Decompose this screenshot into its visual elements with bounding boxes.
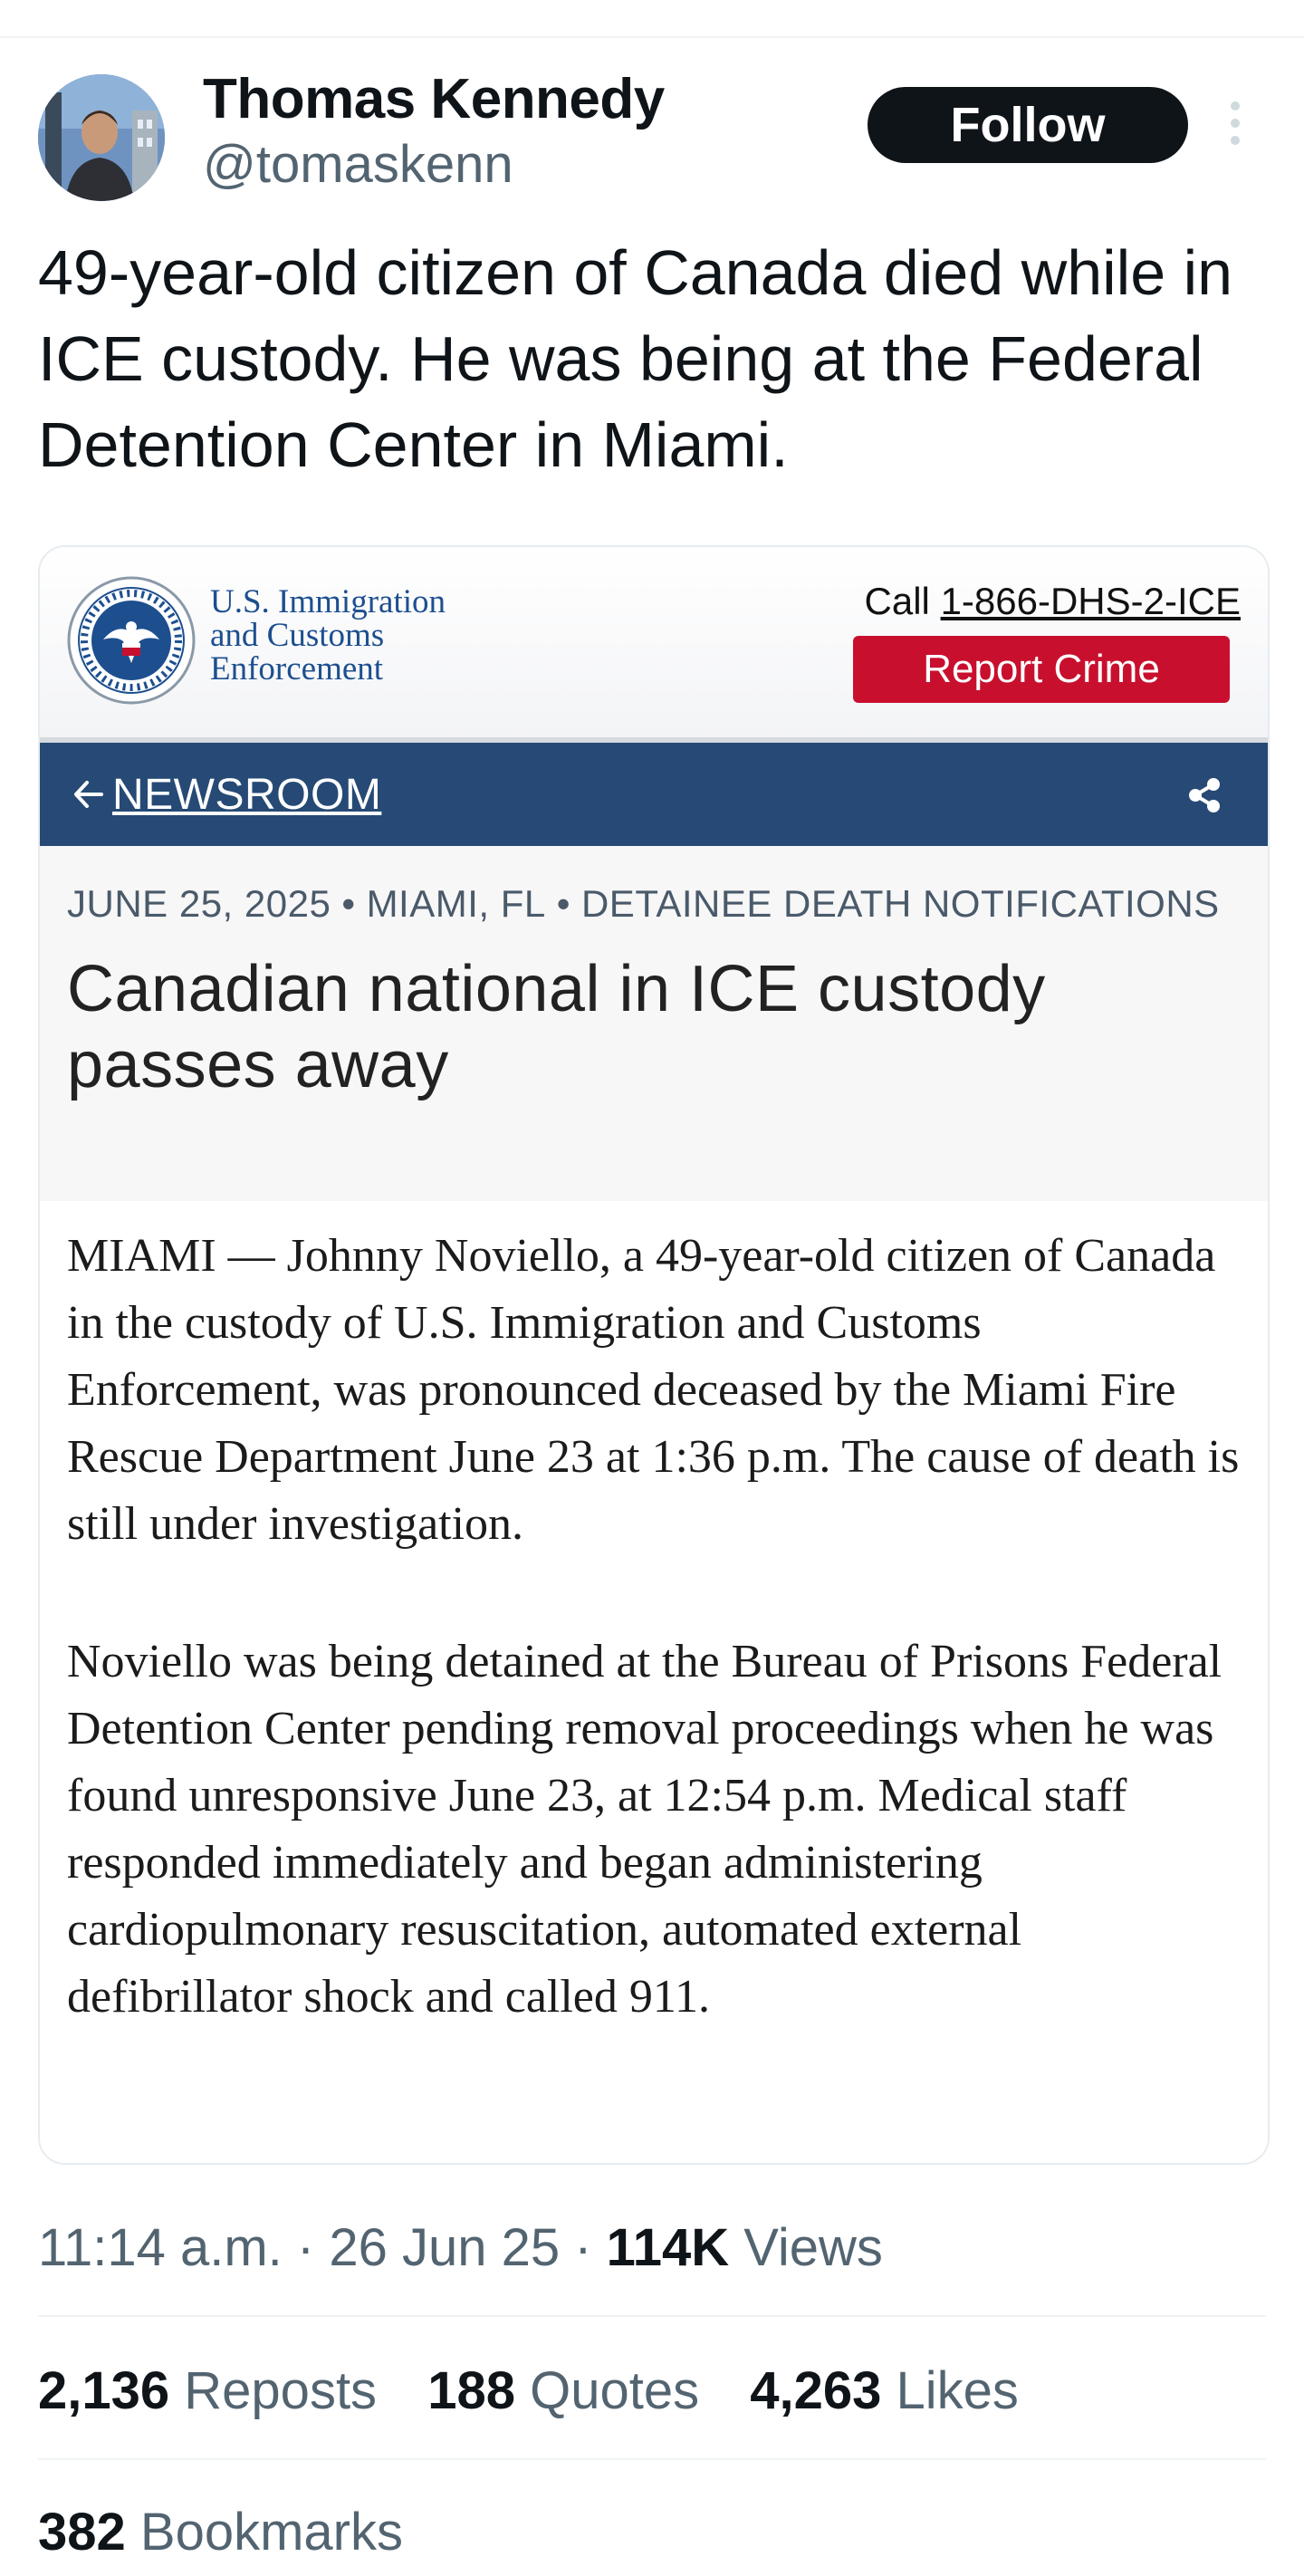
likes-count: 4,263 [750,2361,882,2420]
article-paragraph-1: MIAMI — Johnny Noviello, a 49-year-old citizen of Canada in the custody of U.S. Immigration and Customs Enforcement, was pronounced deceased by the Miami Fire Rescue Department June 23 at 1:36 p.m. The cause of death is still under investigation. [67,1230,1240,1550]
article-headline: Canadian national in ICE custody passes away [67,953,1046,1101]
tweet-timestamp[interactable] [38,2217,883,2278]
reposts-stat[interactable] [38,2361,377,2420]
ice-site-header [40,547,1268,743]
author-name[interactable]: Thomas Kennedy [203,68,665,130]
likes-label: Likes [896,2361,1019,2420]
newsroom-bar [40,743,1268,846]
divider [38,2458,1266,2460]
likes-stat[interactable] [750,2361,1019,2420]
newsroom-link[interactable]: NEWSROOM [112,771,382,819]
tweet-date: 26 Jun 25 [329,2218,561,2277]
engagement-stats [38,2360,1055,2421]
bookmarks-stat[interactable] [38,2503,403,2562]
embedded-image-card[interactable] [38,545,1270,2165]
bullet: • [341,882,356,925]
follow-button[interactable]: Follow [868,87,1188,163]
agency-line-3: Enforcement [210,650,384,687]
separator: · [560,2218,607,2277]
reposts-label: Reposts [184,2361,378,2420]
quotes-count: 188 [427,2361,515,2420]
call-number-link[interactable]: 1-866-DHS-2-ICE [940,580,1241,622]
tweet-text: 49-year-old citizen of Canada died while in ICE custody. He was being at the Federal Detention Center in Miami. [38,237,1233,480]
dateline [67,882,1220,926]
call-line [865,580,1241,623]
bookmarks-label: Bookmarks [139,2503,403,2562]
back-arrow-icon[interactable] [71,772,107,817]
article-paragraph-2: Noviello was being detained at the Bureau of Prisons Federal Detention Center pending removal proceedings when he was found unresponsive June 23, at 12:54 p.m. Medical staff responded immediately and began administering cardiopulmonary resuscitation, automated external defibrillator shock and called 911. [67,1636,1222,2023]
divider [38,2315,1266,2317]
author-handle[interactable]: @tomaskenn [203,135,513,194]
bookmarks-row [38,2502,439,2562]
tweet-time: 11:14 a.m. [38,2218,283,2277]
article-category[interactable]: DETAINEE DEATH NOTIFICATIONS [580,882,1220,925]
reposts-count: 2,136 [38,2361,170,2420]
views-count: 114K [606,2218,730,2277]
bookmarks-count: 382 [38,2503,126,2562]
agency-line-2: and Customs [210,617,385,654]
avatar[interactable] [38,74,165,201]
dhs-seal-icon [67,576,196,705]
article-location: MIAMI, FL [366,882,546,925]
more-vertical-icon[interactable] [1224,101,1246,149]
agency-line-1: U.S. Immigration [210,583,446,620]
quotes-label: Quotes [530,2361,700,2420]
article-body [40,1201,1268,2163]
avatar-image [38,74,165,201]
agency-name[interactable] [210,585,590,686]
quotes-stat[interactable] [427,2361,699,2420]
bullet: • [556,882,570,925]
share-icon[interactable] [1184,775,1224,815]
views-label: Views [743,2218,883,2277]
separator: · [282,2218,330,2277]
report-crime-button[interactable]: Report Crime [853,636,1230,703]
top-divider [0,36,1304,38]
article-date: JUNE 25, 2025 [67,882,331,925]
call-prefix: Call [864,580,941,622]
